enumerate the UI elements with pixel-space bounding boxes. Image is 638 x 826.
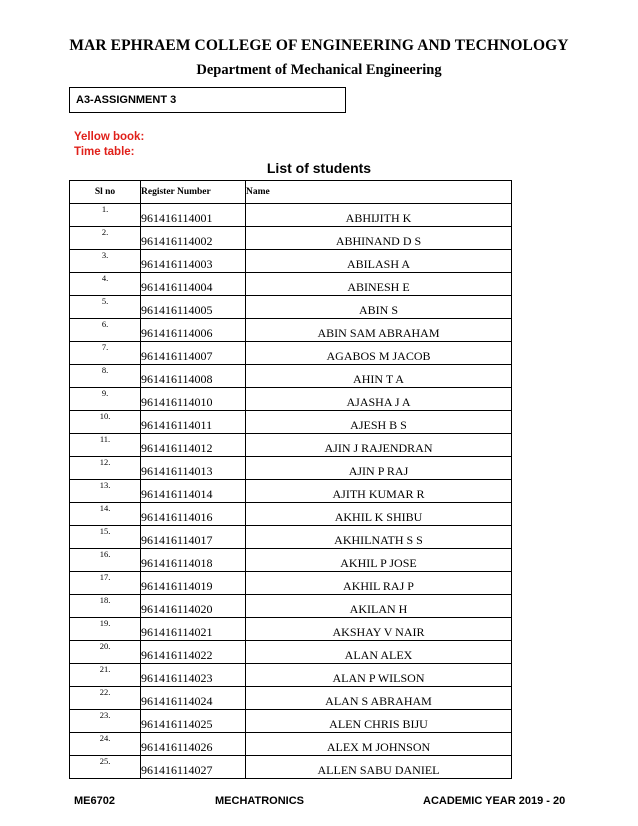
register-number-cell: 961416114018: [141, 549, 246, 572]
student-name-cell: AKILAN H: [246, 595, 512, 618]
table-row: [70, 687, 512, 710]
table-row: [70, 204, 512, 227]
footer-course-name: MECHATRONICS: [215, 795, 305, 807]
register-number-cell: 961416114013: [141, 457, 246, 480]
table-row: [70, 664, 512, 687]
department-name: Department of Mechanical Engineering: [196, 62, 442, 78]
sl-cell: 13.: [70, 480, 141, 503]
student-name-cell: ALAN ALEX: [246, 641, 512, 664]
table-row: [70, 572, 512, 595]
table-row: [70, 595, 512, 618]
table-row: [70, 319, 512, 342]
sl-cell: 3.: [70, 250, 141, 273]
sl-cell: 19.: [70, 618, 141, 641]
sl-cell: 7.: [70, 342, 141, 365]
register-number-cell: 961416114026: [141, 733, 246, 756]
time-table-label: Time table:: [74, 146, 135, 158]
assignment-box: [69, 87, 346, 113]
student-name-cell: AJIN P RAJ: [246, 457, 512, 480]
sl-cell: 9.: [70, 388, 141, 411]
register-number-cell: 961416114017: [141, 526, 246, 549]
student-name-cell: AGABOS M JACOB: [246, 342, 512, 365]
footer-course-code: ME6702: [74, 795, 115, 807]
table-row: [70, 365, 512, 388]
college-name: MAR EPHRAEM COLLEGE OF ENGINEERING AND TECHNOLOGY: [69, 37, 569, 54]
register-number-cell: 961416114014: [141, 480, 246, 503]
table-row: [70, 526, 512, 549]
register-number-cell: 961416114010: [141, 388, 246, 411]
student-name-cell: AKHIL K SHIBU: [246, 503, 512, 526]
table-row: [70, 503, 512, 526]
sl-cell: 24.: [70, 733, 141, 756]
register-number-cell: 961416114027: [141, 756, 246, 779]
table-row: [70, 411, 512, 434]
table-row: [70, 227, 512, 250]
student-name-cell: AKHILNATH S S: [246, 526, 512, 549]
assignment-label: A3-ASSIGNMENT 3: [76, 94, 177, 106]
register-number-cell: 961416114016: [141, 503, 246, 526]
student-name-cell: ABHIJITH K: [246, 204, 512, 227]
students-table: [69, 180, 512, 779]
sl-cell: 10.: [70, 411, 141, 434]
register-number-cell: 961416114008: [141, 365, 246, 388]
sl-cell: 16.: [70, 549, 141, 572]
register-number-cell: 961416114002: [141, 227, 246, 250]
register-number-cell: 961416114003: [141, 250, 246, 273]
sl-cell: 2.: [70, 227, 141, 250]
student-name-cell: ALAN P WILSON: [246, 664, 512, 687]
table-row: [70, 296, 512, 319]
student-name-cell: ABHINAND D S: [246, 227, 512, 250]
register-number-cell: 961416114007: [141, 342, 246, 365]
student-name-cell: ABIN S: [246, 296, 512, 319]
table-row: [70, 342, 512, 365]
sl-cell: 11.: [70, 434, 141, 457]
list-title: List of students: [266, 160, 372, 176]
student-name-cell: ABILASH A: [246, 250, 512, 273]
table-row: [70, 388, 512, 411]
table-row: [70, 733, 512, 756]
student-name-cell: AJIN J RAJENDRAN: [246, 434, 512, 457]
table-row: [70, 434, 512, 457]
table-row: [70, 641, 512, 664]
sl-cell: 23.: [70, 710, 141, 733]
register-number-cell: 961416114019: [141, 572, 246, 595]
sl-cell: 8.: [70, 365, 141, 388]
register-number-cell: 961416114023: [141, 664, 246, 687]
student-name-cell: ABIN SAM ABRAHAM: [246, 319, 512, 342]
student-name-cell: AHIN T A: [246, 365, 512, 388]
student-name-cell: AJESH B S: [246, 411, 512, 434]
table-header-row: [70, 181, 512, 204]
student-name-cell: AKHIL RAJ P: [246, 572, 512, 595]
student-name-cell: AKHIL P JOSE: [246, 549, 512, 572]
register-number-cell: 961416114011: [141, 411, 246, 434]
sl-cell: 18.: [70, 595, 141, 618]
register-number-cell: 961416114001: [141, 204, 246, 227]
student-name-cell: AJITH KUMAR R: [246, 480, 512, 503]
register-number-cell: 961416114005: [141, 296, 246, 319]
register-number-cell: 961416114025: [141, 710, 246, 733]
header-name: Name: [246, 181, 512, 204]
table-row: [70, 457, 512, 480]
table-row: [70, 549, 512, 572]
table-row: [70, 250, 512, 273]
register-number-cell: 961416114004: [141, 273, 246, 296]
sl-cell: 25.: [70, 756, 141, 779]
sl-cell: 4.: [70, 273, 141, 296]
student-name-cell: ABINESH E: [246, 273, 512, 296]
sl-cell: 12.: [70, 457, 141, 480]
table-row: [70, 756, 512, 779]
sl-cell: 17.: [70, 572, 141, 595]
sl-cell: 5.: [70, 296, 141, 319]
register-number-cell: 961416114022: [141, 641, 246, 664]
yellow-book-label: Yellow book:: [74, 131, 145, 143]
sl-cell: 6.: [70, 319, 141, 342]
student-name-cell: ALLEN SABU DANIEL: [246, 756, 512, 779]
register-number-cell: 961416114024: [141, 687, 246, 710]
sl-cell: 22.: [70, 687, 141, 710]
table-row: [70, 710, 512, 733]
sl-cell: 21.: [70, 664, 141, 687]
sl-cell: 20.: [70, 641, 141, 664]
sl-cell: 1.: [70, 204, 141, 227]
register-number-cell: 961416114012: [141, 434, 246, 457]
table-row: [70, 618, 512, 641]
student-name-cell: ALEX M JOHNSON: [246, 733, 512, 756]
register-number-cell: 961416114020: [141, 595, 246, 618]
sl-cell: 15.: [70, 526, 141, 549]
footer-academic-year: ACADEMIC YEAR 2019 - 20: [423, 795, 566, 807]
sl-cell: 14.: [70, 503, 141, 526]
register-number-cell: 961416114021: [141, 618, 246, 641]
header-sl-no: Sl no: [70, 181, 141, 204]
header-register-number: Register Number: [141, 181, 246, 204]
student-name-cell: AJASHA J A: [246, 388, 512, 411]
student-name-cell: ALEN CHRIS BIJU: [246, 710, 512, 733]
student-name-cell: AKSHAY V NAIR: [246, 618, 512, 641]
table-row: [70, 480, 512, 503]
student-name-cell: ALAN S ABRAHAM: [246, 687, 512, 710]
register-number-cell: 961416114006: [141, 319, 246, 342]
table-row: [70, 273, 512, 296]
